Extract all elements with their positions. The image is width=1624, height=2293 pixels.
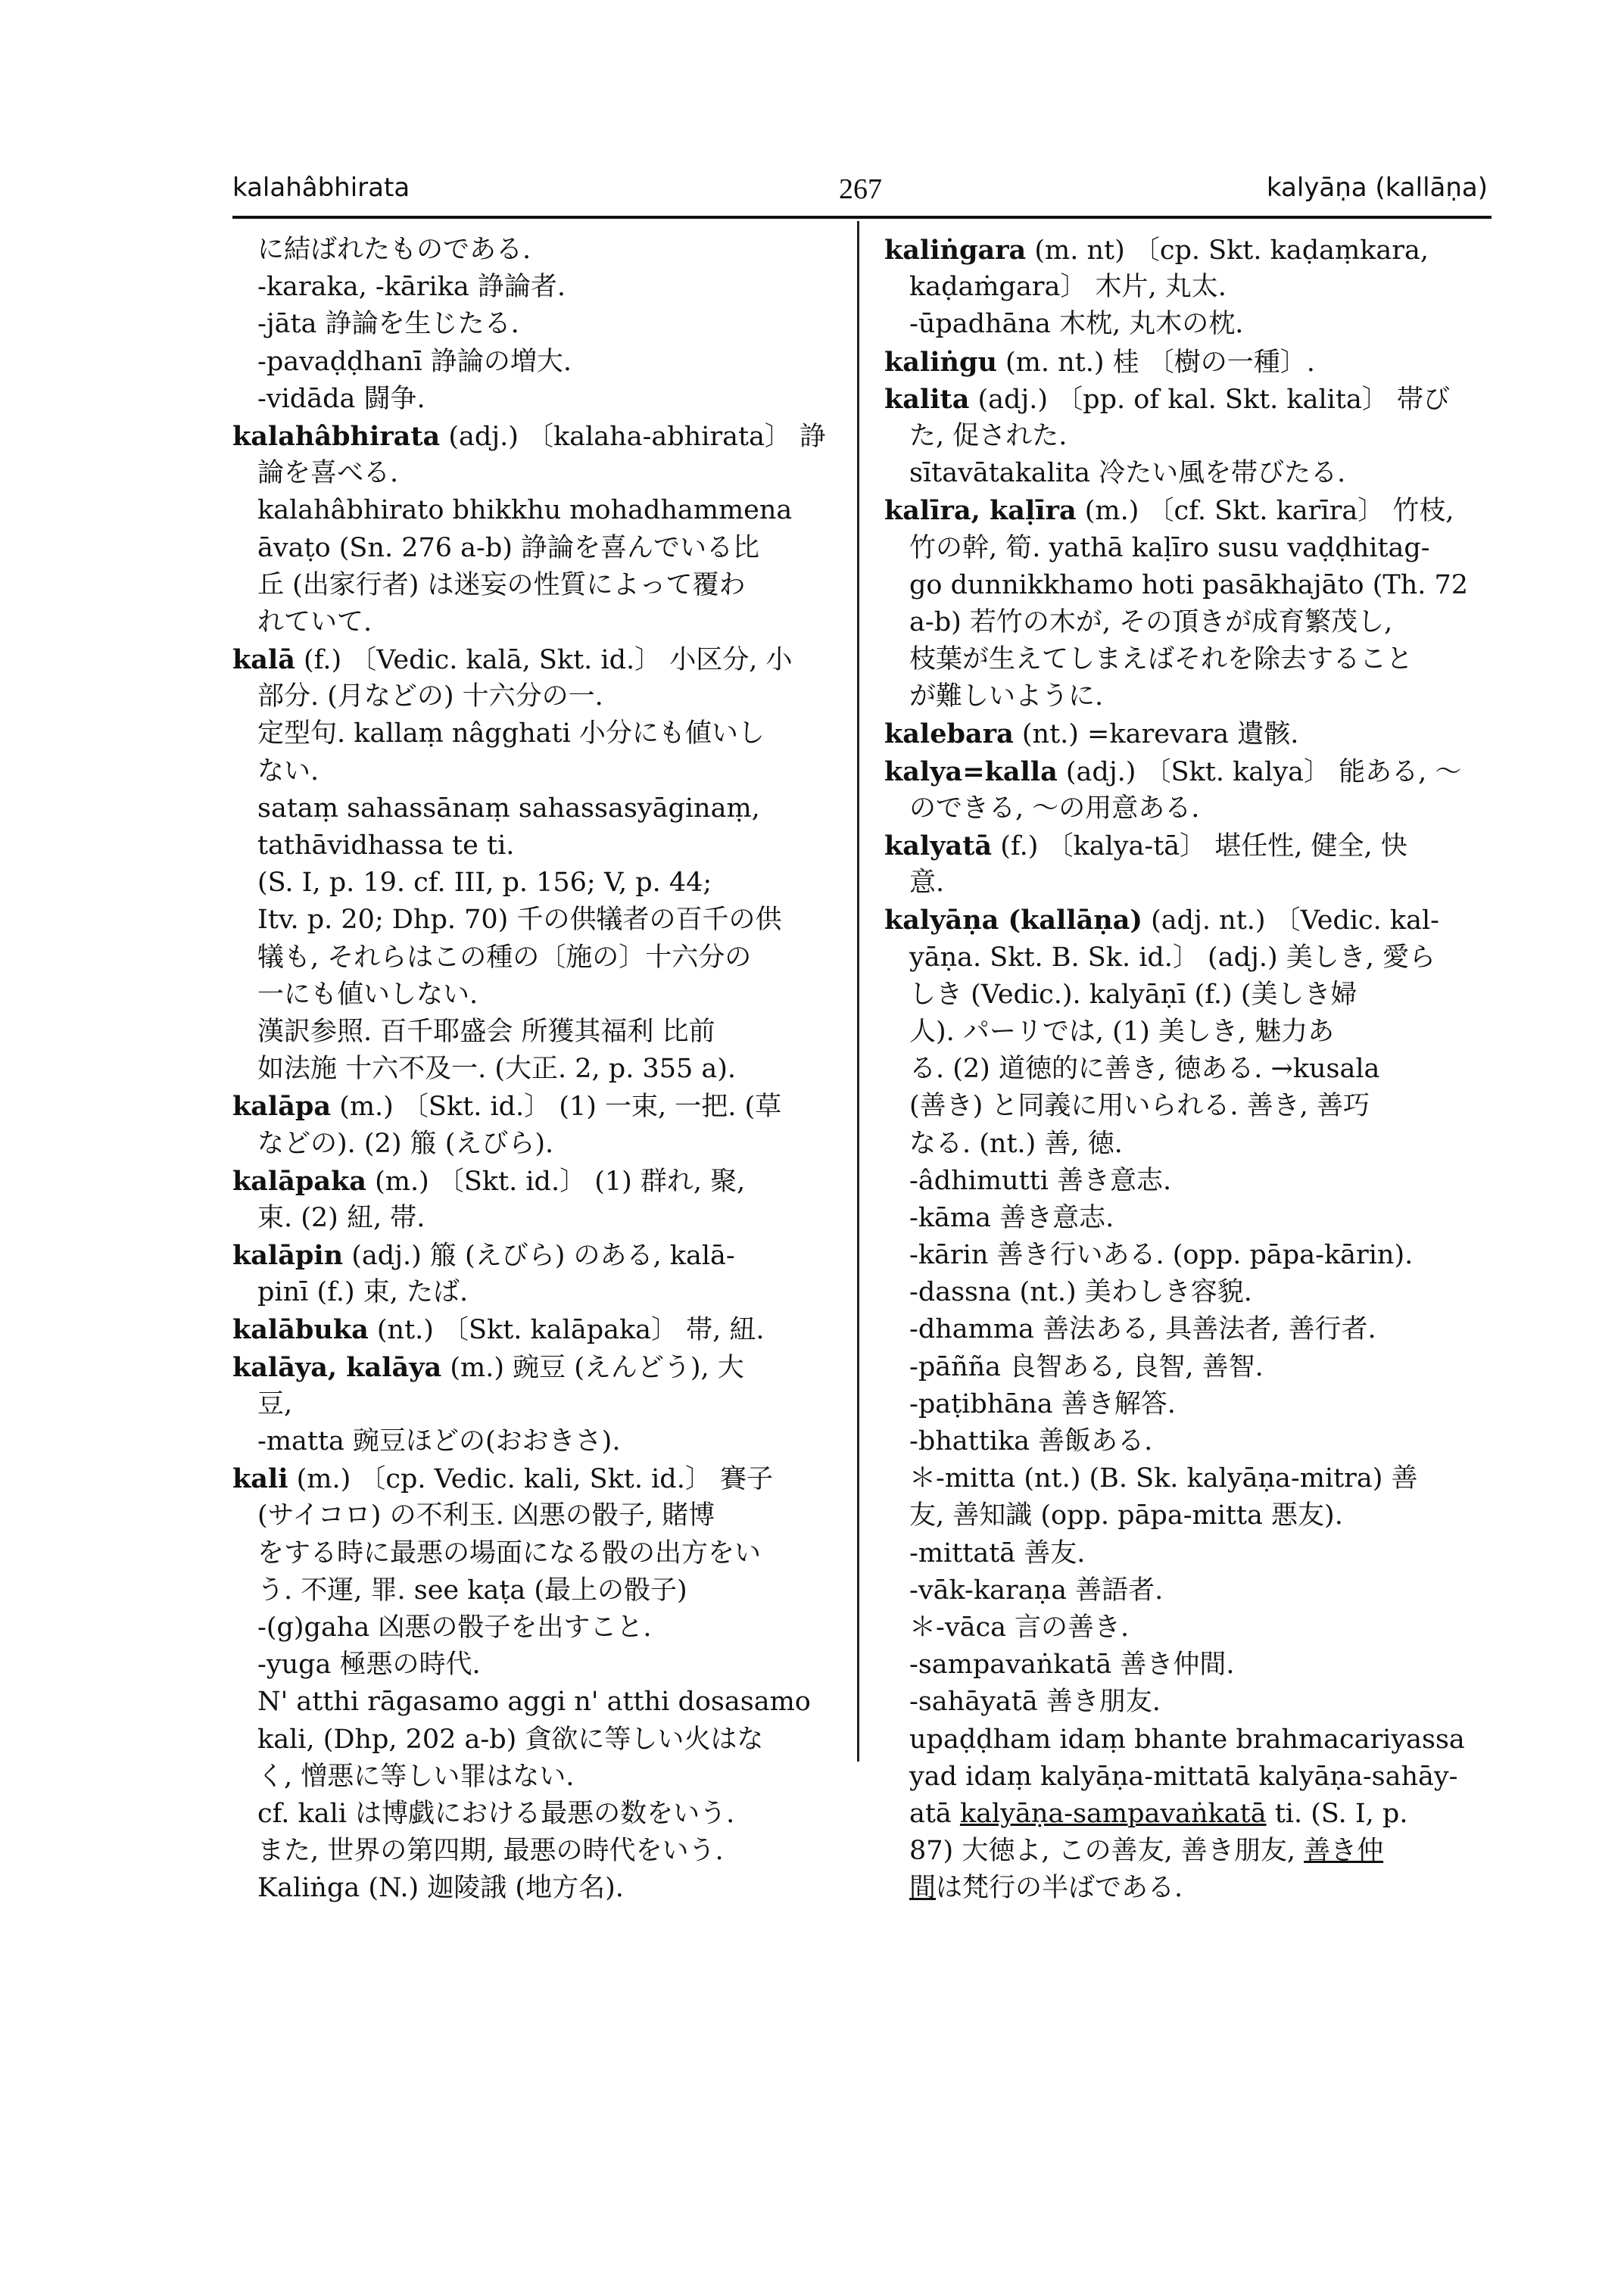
entry-line xyxy=(232,418,834,455)
text-line xyxy=(232,1684,834,1721)
text-line xyxy=(884,1386,1492,1423)
entry-text: 意. xyxy=(909,868,945,899)
text-line xyxy=(884,790,1492,827)
entry-text: -paṭibhāna 善き解答. xyxy=(909,1388,1176,1419)
headword: kalebara xyxy=(884,718,1014,750)
text-line xyxy=(884,1572,1492,1609)
text-line xyxy=(232,344,834,381)
entry-line xyxy=(232,641,834,678)
entry-text: た, 促された. xyxy=(909,420,1068,451)
text-line xyxy=(232,1833,834,1870)
entry-text: go dunnikkhamo hoti pasākhajāto (Th. 72 xyxy=(909,569,1469,600)
entry-text: 如法施 十六不及一. (大正. 2, p. 355 a). xyxy=(257,1054,737,1085)
entry-text: 一にも値いしない. xyxy=(257,979,478,1010)
text-line xyxy=(884,530,1492,567)
underlined-text: kalyāṇa-sampavaṅkatā xyxy=(959,1798,1267,1829)
entry-text: -ūpadhāna 木枕, 丸木の枕. xyxy=(909,309,1244,340)
text-line xyxy=(232,1126,834,1163)
column-divider xyxy=(857,221,859,1762)
entry-text: -jāta 諍論を生じたる. xyxy=(257,309,519,340)
entry-text: などの). (2) 箙 (えびら). xyxy=(257,1128,554,1159)
entry-text: が難しいように. xyxy=(909,681,1104,712)
entry-text: 部分. (月などの) 十六分の一. xyxy=(257,681,603,712)
entry-text: Itv. p. 20; Dhp. 70) 千の供犠者の百千の供 xyxy=(257,905,782,936)
entry-text: (adj.) 箙 (えびら) のある, kalā- xyxy=(343,1241,735,1272)
text-line xyxy=(884,1647,1492,1684)
entry-text: atā xyxy=(909,1798,960,1829)
text-line xyxy=(232,1535,834,1572)
text-line xyxy=(884,1126,1492,1163)
text-line xyxy=(232,530,834,567)
text-line xyxy=(232,567,834,604)
text-line xyxy=(884,1609,1492,1647)
entry-text: -(g)gaha 凶悪の骰子を出すこと. xyxy=(257,1612,652,1643)
text-line xyxy=(884,1759,1492,1796)
entry-text: ＊-vāca 言の善き. xyxy=(909,1612,1130,1643)
entry-text: -kāma 善き意志. xyxy=(909,1202,1114,1233)
entry-text: tathāvidhassa te ti. xyxy=(257,830,515,861)
entry-text: Kaliṅga (N.) 迦陵誐 (地方名). xyxy=(257,1873,624,1904)
entry-text: (adj.) 〔pp. of kal. Skt. kalita〕 帯び xyxy=(969,384,1450,415)
entry-text: -sampavaṅkatā 善き仲間. xyxy=(909,1650,1235,1681)
entry-text: のできる, ～の用意ある. xyxy=(909,793,1200,824)
text-line xyxy=(884,1796,1492,1833)
headword: kalāpin xyxy=(232,1240,344,1272)
text-line xyxy=(232,1497,834,1534)
entry-text: (善き) と同義に用いられる. 善き, 善巧 xyxy=(909,1091,1370,1122)
entry-text: sītavātakalita 冷たい風を帯びたる. xyxy=(909,458,1346,489)
entry-text: 論を喜べる. xyxy=(257,458,399,489)
entry-text: (nt.) 〔Skt. kalāpaka〕 帯, 紐. xyxy=(368,1315,765,1346)
text-line xyxy=(232,1870,834,1907)
entry-line xyxy=(232,1349,834,1386)
entry-text: 漢訳参照. 百千耶盛会 所獲其福利 比前 xyxy=(257,1016,715,1047)
text-line xyxy=(232,1274,834,1311)
headword: kaliṅgara xyxy=(884,235,1027,266)
text-line xyxy=(884,1833,1492,1870)
entry-text: う. 不運, 罪. see kaṭa (最上の骰子) xyxy=(257,1575,687,1606)
text-line xyxy=(232,306,834,343)
entry-text: (adj. nt.) 〔Vedic. kal- xyxy=(1142,905,1439,936)
entry-text: (S. I, p. 19. cf. III, p. 156; V, p. 44; xyxy=(257,868,712,899)
entry-text: cf. kali は博戯における最悪の数をいう. xyxy=(257,1798,735,1829)
entry-line xyxy=(232,1088,834,1125)
entry-text: (adj.) 〔kalaha-abhirata〕 諍 xyxy=(440,421,827,452)
text-line xyxy=(884,567,1492,604)
entry-text: upaḍḍham idaṃ bhante brahmacariyassa xyxy=(909,1724,1465,1755)
entry-text: -karaka, -kārika 諍論者. xyxy=(257,272,566,303)
entry-text: (f.) 〔kalya-tā〕 堪任性, 健全, 快 xyxy=(992,831,1407,861)
text-line xyxy=(232,1014,834,1051)
text-line xyxy=(884,1349,1492,1386)
entry-text: -pavaḍḍhanī 諍論の増大. xyxy=(257,346,572,377)
entry-text: なる. (nt.) 善, 徳. xyxy=(909,1128,1123,1159)
entry-text: yāṇa. Skt. B. Sk. id.〕 (adj.) 美しき, 愛ら xyxy=(909,942,1435,973)
entry-text: 犠も, それらはこの種の〔施の〕十六分の xyxy=(257,942,752,973)
text-line xyxy=(884,1870,1492,1907)
headword: kalyatā xyxy=(884,830,993,861)
text-line xyxy=(232,1647,834,1684)
text-line xyxy=(232,753,834,790)
text-line xyxy=(884,1051,1492,1088)
entry-text: 人). パーリでは, (1) 美しき, 魅力あ xyxy=(909,1016,1335,1047)
text-line xyxy=(232,232,834,269)
text-line xyxy=(232,977,834,1014)
entry-text: -dassna (nt.) 美わしき容貌. xyxy=(909,1277,1252,1308)
entry-text: 豆, xyxy=(257,1388,293,1419)
entry-text: -dhamma 善法ある, 具善法者, 善行者. xyxy=(909,1314,1376,1345)
headword: kalahâbhirata xyxy=(232,420,441,452)
entry-text: 束. (2) 紐, 帯. xyxy=(257,1202,425,1233)
entry-text: (m. nt.) 桂 〔樹の一種〕. xyxy=(996,347,1315,378)
entry-text: kali, (Dhp, 202 a-b) 貪欲に等しい火はな xyxy=(257,1724,764,1755)
entry-text: は梵行の半ばである. xyxy=(936,1873,1183,1904)
entry-text: れていて. xyxy=(257,606,372,637)
text-line xyxy=(232,269,834,306)
text-line xyxy=(884,455,1492,492)
entry-line xyxy=(884,344,1492,381)
headword: kalāpa xyxy=(232,1091,332,1123)
text-line xyxy=(884,1684,1492,1721)
entry-text: -yuga 極悪の時代. xyxy=(257,1650,481,1681)
text-line xyxy=(884,1274,1492,1311)
text-line xyxy=(232,1423,834,1460)
entry-line xyxy=(884,381,1492,418)
headword: kali xyxy=(232,1463,288,1495)
text-line xyxy=(232,939,834,977)
text-line xyxy=(884,1014,1492,1051)
entry-text: (m. nt) 〔cp. Skt. kaḍaṃkara, xyxy=(1026,235,1429,266)
entry-text: (adj.) 〔Skt. kalya〕 能ある, ～ xyxy=(1057,756,1462,787)
text-line xyxy=(232,790,834,827)
text-line xyxy=(884,678,1492,715)
entry-line xyxy=(884,902,1492,939)
text-line xyxy=(884,1460,1492,1497)
header-rule xyxy=(232,216,1492,219)
entry-text: (m.) 〔cp. Vedic. kali, Skt. id.〕 賽子 xyxy=(288,1464,773,1495)
text-line xyxy=(884,1721,1492,1759)
entry-line xyxy=(884,232,1492,269)
text-line xyxy=(884,1535,1492,1572)
entry-text: 定型句. kallaṃ nâgghati 小分にも値いし xyxy=(257,718,765,749)
entry-text: (m.) 〔Skt. id.〕 (1) 群れ, 聚, xyxy=(366,1166,746,1197)
text-line xyxy=(884,865,1492,902)
entry-text: に結ばれたものである. xyxy=(257,235,531,265)
entry-text: (m.) 〔cf. Skt. karīra〕 竹枝, xyxy=(1076,496,1454,527)
text-line xyxy=(884,1423,1492,1460)
text-line xyxy=(232,1796,834,1833)
text-line xyxy=(232,381,834,418)
text-line xyxy=(884,641,1492,678)
entry-text: -bhattika 善飯ある. xyxy=(909,1426,1153,1456)
entry-text: る. (2) 道徳的に善き, 徳ある. →kusala xyxy=(909,1054,1380,1085)
entry-text: 竹の幹, 筍. yathā kaḷīro susu vaḍḍhitag- xyxy=(909,532,1430,563)
underlined-text: 善き仲 xyxy=(1304,1836,1384,1867)
text-line xyxy=(884,306,1492,343)
entry-text: -sahāyatā 善き朋友. xyxy=(909,1687,1161,1718)
left-column xyxy=(232,232,834,1907)
entry-text: -mittatā 善友. xyxy=(909,1537,1086,1569)
underlined-text: 間 xyxy=(909,1873,937,1904)
text-line xyxy=(884,977,1492,1014)
text-line xyxy=(884,1311,1492,1348)
entry-text: (m.) 豌豆 (えんどう), 大 xyxy=(441,1352,744,1383)
entry-text: -vāk-karaṇa 善語者. xyxy=(909,1575,1164,1606)
text-line xyxy=(232,1051,834,1088)
text-line xyxy=(232,604,834,641)
entry-text: また, 世界の第四期, 最悪の時代をいう. xyxy=(257,1836,724,1867)
headword: kalāpaka xyxy=(232,1165,366,1197)
headword: kalābuka xyxy=(232,1314,369,1346)
entry-text: N' atthi rāgasamo aggi n' atthi dosasamo xyxy=(257,1687,811,1718)
entry-text: ti. (S. I, p. xyxy=(1266,1798,1408,1829)
text-line xyxy=(884,1088,1492,1125)
entry-line xyxy=(232,1163,834,1200)
entry-text: 友, 善知識 (opp. pāpa-mitta 悪友). xyxy=(909,1500,1343,1531)
entry-text: (m.) 〔Skt. id.〕 (1) 一束, 一把. (草 xyxy=(331,1092,782,1123)
page-number: 267 xyxy=(839,173,882,205)
entry-text: kaḍaṁgara〕 木片, 丸太. xyxy=(909,272,1227,303)
entry-text: -matta 豌豆ほどの(おおきさ). xyxy=(257,1426,621,1456)
entry-text: -vidāda 闘争. xyxy=(257,383,425,414)
text-line xyxy=(884,269,1492,306)
headword: kaliṅgu xyxy=(884,346,997,378)
text-line xyxy=(232,1759,834,1796)
text-line xyxy=(884,1497,1492,1534)
headword: kalyāṇa (kallāṇa) xyxy=(884,905,1142,936)
text-line xyxy=(232,1721,834,1759)
headword: kalā xyxy=(232,644,295,676)
entry-text: yad idaṃ kalyāṇa-mittatā kalyāṇa-sahāy- xyxy=(909,1761,1458,1792)
headword: kalāya, kalāya xyxy=(232,1351,442,1383)
entry-text: く, 憎悪に等しい罪はない. xyxy=(257,1761,575,1792)
entry-text: 丘 (出家行者) は迷妄の性質によって覆わ xyxy=(257,569,746,600)
entry-text: ＊-mitta (nt.) (B. Sk. kalyāṇa-mitra) 善 xyxy=(909,1463,1418,1494)
entry-line xyxy=(232,1460,834,1497)
entry-line xyxy=(232,1311,834,1348)
text-line xyxy=(232,1200,834,1237)
text-line xyxy=(884,1237,1492,1274)
text-line xyxy=(232,1572,834,1609)
entry-text: (nt.) =karevara 遺骸. xyxy=(1013,719,1299,750)
entry-line xyxy=(884,827,1492,865)
entry-text: 枝葉が生えてしまえばそれを除去すること xyxy=(909,644,1414,675)
text-line xyxy=(232,1609,834,1647)
text-line xyxy=(884,1163,1492,1200)
entry-text: (f.) 〔Vedic. kalā, Skt. id.〕 小区分, 小 xyxy=(295,645,793,676)
entry-text: (サイコロ) の不利玉. 凶悪の骰子, 賭博 xyxy=(257,1500,715,1531)
headword: kalīra, kaḷīra xyxy=(884,495,1077,527)
running-head-left: kalahâbhirata xyxy=(232,173,410,203)
entry-text: しき (Vedic.). kalyāṇī (f.) (美しき婦 xyxy=(909,979,1357,1010)
entry-text: -âdhimutti 善き意志. xyxy=(909,1165,1172,1196)
text-line xyxy=(232,455,834,492)
entry-line xyxy=(232,1237,834,1274)
text-line xyxy=(232,902,834,939)
text-line xyxy=(884,1200,1492,1237)
entry-text: sataṃ sahassānaṃ sahassasyāginaṃ, xyxy=(257,793,760,824)
text-line xyxy=(232,678,834,715)
text-line xyxy=(232,865,834,902)
entry-text: āvaṭo (Sn. 276 a-b) 諍論を喜んでいる比 xyxy=(257,532,760,563)
entry-text: をする時に最悪の場面になる骰の出方をい xyxy=(257,1537,762,1569)
headword: kalita xyxy=(884,383,970,415)
entry-text: a-b) 若竹の木が, その頂きが成育繁茂し, xyxy=(909,606,1393,637)
entry-text: ない. xyxy=(257,756,320,787)
text-line xyxy=(232,492,834,529)
text-line xyxy=(232,827,834,865)
text-line xyxy=(232,715,834,752)
entry-line xyxy=(884,753,1492,790)
running-head-right: kalyāṇa (kallāṇa) xyxy=(1266,173,1488,203)
text-line xyxy=(884,418,1492,455)
entry-line xyxy=(884,492,1492,529)
entry-text: -pāñña 良智ある, 良智, 善智. xyxy=(909,1351,1264,1382)
entry-line xyxy=(884,715,1492,752)
entry-text: kalahâbhirato bhikkhu mohadhammena xyxy=(257,495,793,526)
entry-text: -kārin 善き行いある. (opp. pāpa-kārin). xyxy=(909,1240,1414,1271)
text-line xyxy=(232,1386,834,1423)
headword: kalya=kalla xyxy=(884,756,1058,787)
entry-text: pinī (f.) 束, たば. xyxy=(257,1277,469,1308)
text-line xyxy=(884,939,1492,977)
entry-text: 87) 大徳よ, この善友, 善き朋友, xyxy=(909,1836,1304,1867)
text-line xyxy=(884,604,1492,641)
right-column xyxy=(884,232,1492,1907)
